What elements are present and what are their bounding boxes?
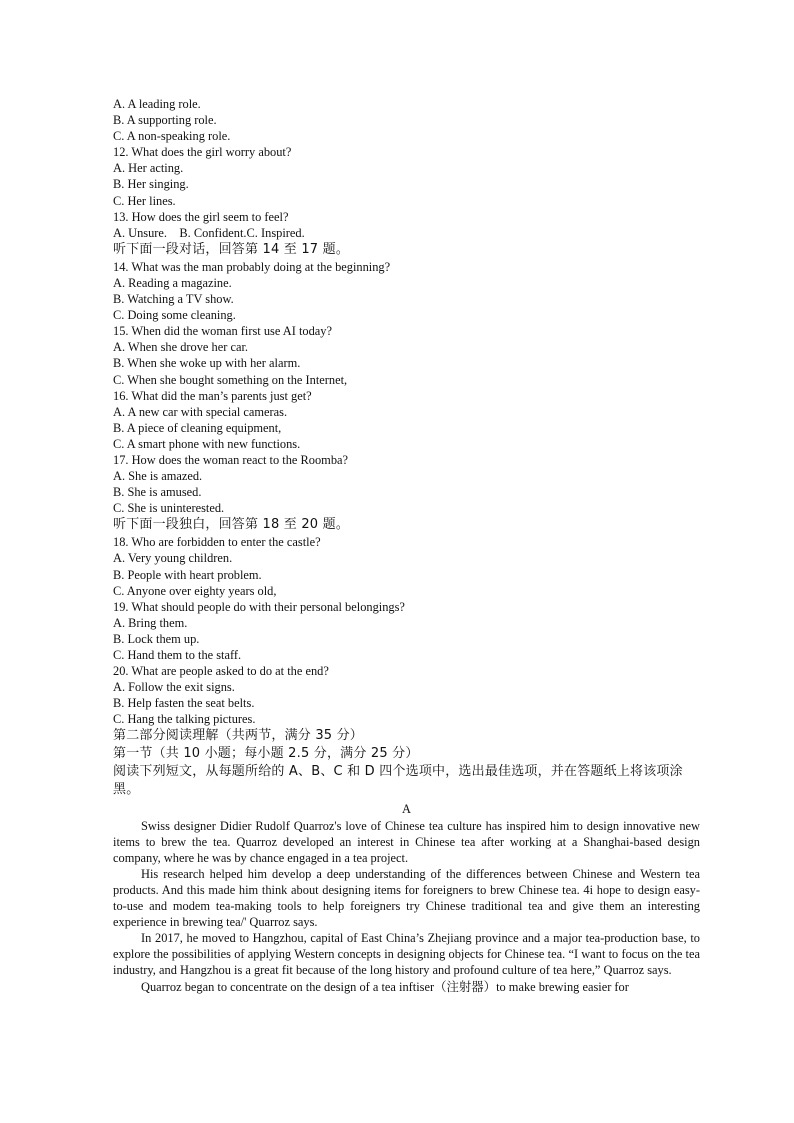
exam-page xyxy=(113,96,700,995)
q18-option-a: A. Very young children. xyxy=(113,551,233,566)
q13-options: A. Unsure. B. Confident.C. Inspired. xyxy=(113,225,305,240)
passage-paragraph-2: His research helped him develop a deep understanding of the differences between Chinese and Western tea products. And this made him think about designing items for foreigners to brew Chinese tea. 4i hope to design easy-to-use and modem tea-making tools to help foreigners try Chinese traditional tea and give them an interesting experience in brewing tea/' Quarroz says. xyxy=(113,866,700,930)
passage-paragraph-1: Swiss designer Didier Rudolf Quarroz's love of Chinese tea culture has inspired him to design innovative new items to brew the tea. Quarroz developed an interest in Chinese tea after working at a Shanghai-based design company, where he was by chance engaged in a tea project. xyxy=(113,818,700,865)
passage-paragraph-4: Quarroz began to concentrate on the design of a tea inftiser（注射器）to make brewing easier for xyxy=(141,979,629,994)
q12-option-b: B. Her singing. xyxy=(113,177,189,192)
q11-option-c: C. A non-speaking role. xyxy=(113,129,231,144)
instruction-14-17: 听下面一段对话，回答第 14 至 17 题。 xyxy=(113,241,350,257)
q16-option-c: C. A smart phone with new functions. xyxy=(113,436,301,451)
q14-question: 14. What was the man probably doing at the beginning? xyxy=(113,259,391,274)
q11-option-a: A. A leading role. xyxy=(113,97,201,111)
q16-option-a: A. A new car with special cameras. xyxy=(113,404,288,419)
reading-directions: 阅读下列短文，从每题所给的 A、B、C 和 D 四个选项中，选出最佳选项，并在答题纸上将该项涂黑。 xyxy=(113,764,683,798)
q17-option-c: C. She is uninterested. xyxy=(113,501,225,516)
q14-option-a: A. Reading a magazine. xyxy=(113,275,232,290)
q18-option-c: C. Anyone over eighty years old, xyxy=(113,583,277,598)
reading-part-title: 第二部分阅读理解（共两节，满分 35 分） xyxy=(113,728,364,744)
q20-option-c: C. Hang the talking pictures. xyxy=(113,712,256,727)
q20-option-b: B. Help fasten the seat belts. xyxy=(113,696,255,711)
q17-option-a: A. She is amazed. xyxy=(113,469,203,484)
q18-question: 18. Who are forbidden to enter the castle? xyxy=(113,535,321,550)
q19-option-c: C. Hand them to the staff. xyxy=(113,648,242,662)
instruction-18-20: 听下面一段独白，回答第 18 至 20 题。 xyxy=(113,517,350,533)
q15-option-a: A. When she drove her car. xyxy=(113,340,248,355)
q16-question: 16. What did the man’s parents just get? xyxy=(113,388,312,403)
q11-option-b: B. A supporting role. xyxy=(113,113,217,128)
q17-option-b: B. She is amused. xyxy=(113,485,202,500)
passage-paragraph-3: In 2017, he moved to Hangzhou, capital of East China’s Zhejiang province and a major tea-production base, to explore the possibilities of applying Western concepts in designing objects for Chinese tea. “I want to focus on the tea industry, and Hangzhou is a great fit because of the long history and profound culture of tea here,” Quarroz says. xyxy=(113,931,700,978)
q13-question: 13. How does the girl seem to feel? xyxy=(113,209,289,224)
q12-question: 12. What does the girl worry about? xyxy=(113,145,292,160)
q19-question: 19. What should people do with their personal belongings? xyxy=(113,599,405,614)
q12-option-c: C. Her lines. xyxy=(113,193,176,208)
q19-option-a: A. Bring them. xyxy=(113,615,188,630)
q16-option-b: B. A piece of cleaning equipment, xyxy=(113,420,282,435)
q15-question: 15. When did the woman first use AI today? xyxy=(113,324,332,339)
reading-section-title: 第一节（共 10 小题；每小题 2.5 分，满分 25 分） xyxy=(113,746,419,762)
q15-option-b: B. When she woke up with her alarm. xyxy=(113,356,301,371)
q20-question: 20. What are people asked to do at the end? xyxy=(113,664,329,679)
q15-option-c: C. When she bought something on the Internet, xyxy=(113,372,348,387)
q14-option-c: C. Doing some cleaning. xyxy=(113,308,236,323)
q14-option-b: B. Watching a TV show. xyxy=(113,292,234,307)
q19-option-b: B. Lock them up. xyxy=(113,631,200,646)
q20-option-a: A. Follow the exit signs. xyxy=(113,680,235,695)
passage-label: A xyxy=(402,802,411,817)
q17-question: 17. How does the woman react to the Roomba? xyxy=(113,452,349,467)
q12-option-a: A. Her acting. xyxy=(113,161,184,176)
q18-option-b: B. People with heart problem. xyxy=(113,567,262,582)
